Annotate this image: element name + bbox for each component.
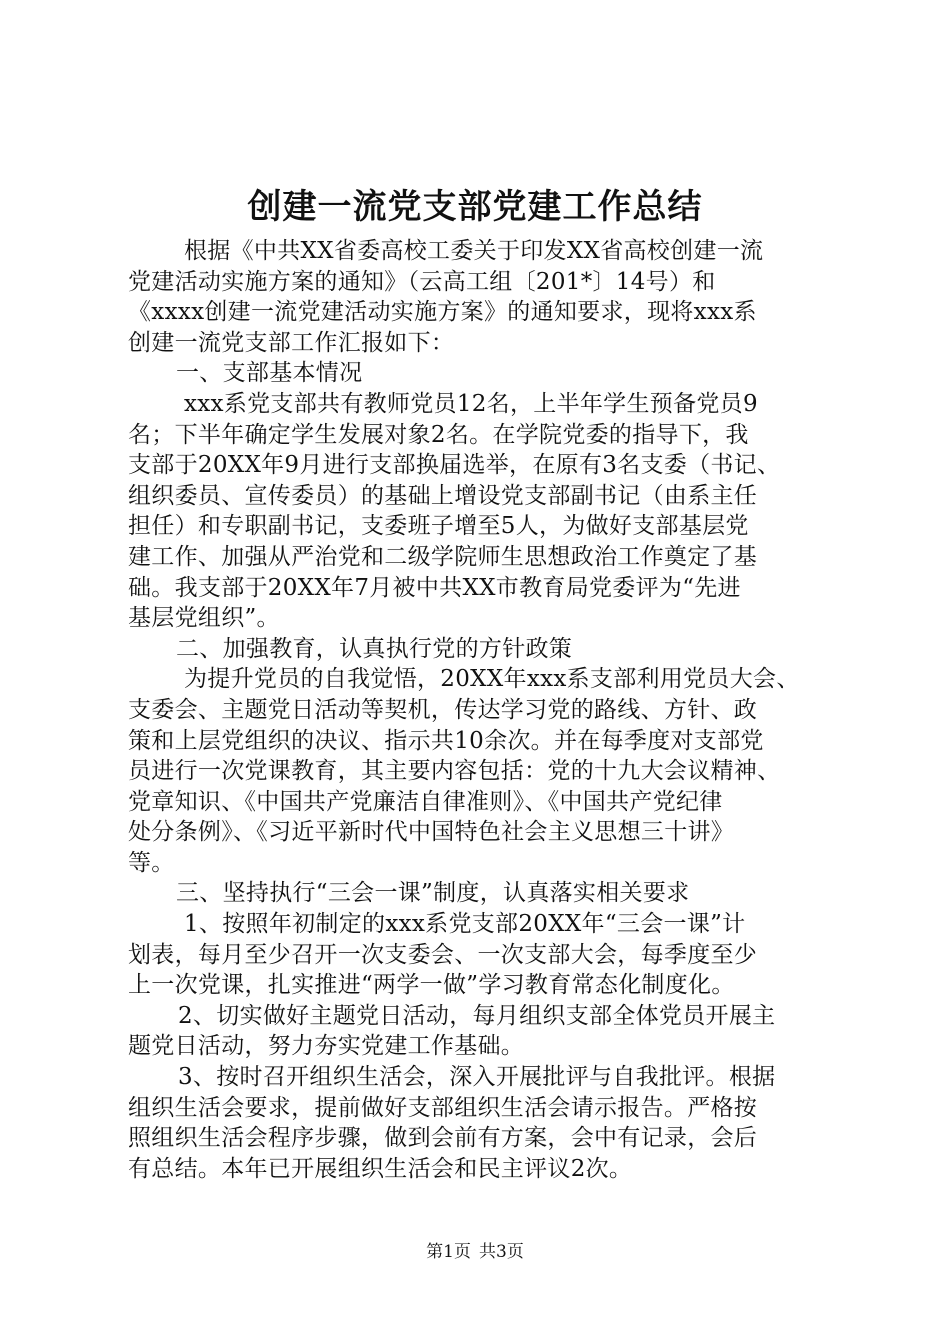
text-line: 有总结。本年已开展组织生活会和民主评议2次。: [128, 1155, 633, 1182]
text-line: 一、支部基本情况: [176, 360, 363, 387]
page-total: 共3页: [479, 1242, 524, 1262]
text-line: 党章知识、《中国共产党廉洁自律准则》、《中国共产党纪律: [128, 788, 723, 815]
text-line: 支委会、主题党日活动等契机，传达学习党的路线、方针、政: [128, 696, 758, 723]
text-line: 组织生活会要求，提前做好支部组织生活会请示报告。严格按: [128, 1094, 758, 1121]
text-line: 为提升党员的自我觉悟，20XX年xxx系支部利用党员大会、: [184, 666, 800, 693]
text-line: 员进行一次党课教育，其主要内容包括：党的十九大会议精神、: [128, 758, 781, 785]
text-line: 础。我支部于20XX年7月被中共XX市教育局党委评为“先进: [128, 574, 741, 601]
text-line: 划表，每月至少召开一次支委会、一次支部大会，每季度至少: [128, 941, 758, 968]
text-line: 策和上层党组织的决议、指示共10余次。并在每季度对支部党: [128, 727, 764, 754]
text-line: 基层党组织”。: [128, 605, 280, 632]
text-line: 等。: [128, 849, 175, 876]
text-line: 上一次党课，扎实推进“两学一做”学习教育常态化制度化。: [128, 972, 735, 999]
document-body: [128, 236, 828, 1184]
text-line: 党建活动实施方案的通知》（云高工组〔201*〕14号）和: [128, 268, 716, 295]
page-number: 第1页: [426, 1242, 471, 1262]
text-line: 照组织生活会程序步骤，做到会前有方案，会中有记录，会后: [128, 1125, 758, 1152]
text-line: 名；下半年确定学生发展对象2名。在学院党委的指导下，我: [128, 421, 749, 448]
text-line: 2、切实做好主题党日活动，每月组织支部全体党员开展主: [178, 1002, 776, 1029]
text-line: 3、按时召开组织生活会，深入开展批评与自我批评。根据: [178, 1064, 776, 1091]
text-line: 根据《中共XX省委高校工委关于印发XX省高校创建一流: [184, 238, 764, 264]
text-line: 二、加强教育，认真执行党的方针政策: [176, 635, 573, 662]
text-line: 担任）和专职副书记，支委班子增至5人，为做好支部基层党: [128, 513, 749, 540]
text-line: 支部于20XX年9月进行支部换届选举，在原有3名支委（书记、: [128, 452, 781, 479]
page-footer: [0, 1240, 950, 1264]
text-line: 创建一流党支部工作汇报如下：: [128, 329, 455, 356]
text-line: 《xxxx创建一流党建活动实施方案》的通知要求，现将xxx系: [128, 299, 757, 326]
text-line: 题党日活动，努力夯实党建工作基础。: [128, 1033, 525, 1060]
text-line: 处分条例》、《习近平新时代中国特色社会主义思想三十讲》: [128, 819, 735, 846]
text-line: xxx系党支部共有教师党员12名，上半年学生预备党员9: [184, 390, 758, 417]
text-line: 三、坚持执行“三会一课”制度，认真落实相关要求: [176, 880, 690, 907]
document-title: 创建一流党支部党建工作总结: [247, 187, 703, 227]
text-line: 组织委员、宣传委员）的基础上增设党支部副书记（由系主任: [128, 482, 758, 509]
text-line: 建工作、加强从严治党和二级学院师生思想政治工作奠定了基: [128, 543, 758, 570]
text-line: 1、按照年初制定的xxx系党支部20XX年“三会一课”计: [184, 911, 746, 938]
